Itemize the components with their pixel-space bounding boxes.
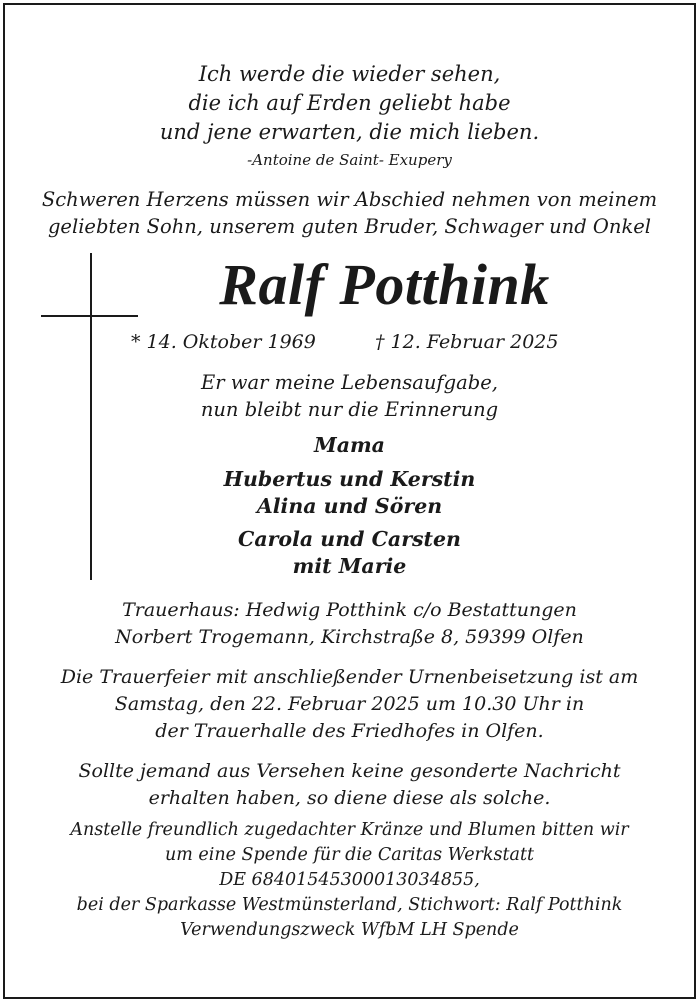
birth-date: * 14. Oktober 1969	[131, 331, 316, 353]
quote-author: -Antoine de Saint- Exupery	[247, 151, 452, 169]
family-member: Carola und Carsten	[238, 527, 461, 551]
donation-iban: DE 68401545300013034855,	[219, 870, 480, 890]
ceremony-line: der Trauerhalle des Friedhofes in Olfen.	[155, 720, 544, 742]
donation-line: Anstelle freundlich zugedachter Kränze und Blumen bitten wir	[70, 820, 629, 840]
quote-line: die ich auf Erden geliebt habe	[188, 91, 511, 115]
notice-line: Sollte jemand aus Versehen keine gesonderte Nachricht	[78, 760, 621, 782]
donation-line: bei der Sparkasse Westmünsterland, Stichwort: Ralf Potthink	[76, 895, 623, 915]
quote-line: Ich werde die wieder sehen,	[198, 62, 501, 86]
death-date: † 12. Februar 2025	[375, 331, 559, 353]
family-member: Mama	[314, 433, 385, 457]
ceremony-line: Samstag, den 22. Februar 2025 um 10.30 Uhr in	[114, 693, 585, 715]
intro-line: geliebten Sohn, unserem guten Bruder, Schwager und Onkel	[47, 215, 652, 238]
family-member: Alina und Sören	[256, 494, 443, 518]
tribute-line: nun bleibt nur die Erinnerung	[200, 398, 499, 421]
quote-line: und jene erwarten, die mich lieben.	[159, 120, 540, 144]
obituary-frame	[3, 3, 696, 999]
donation-line: Verwendungszweck WfbM LH Spende	[180, 920, 519, 940]
family-member: Hubertus und Kerstin	[223, 467, 476, 491]
donation-line: um eine Spende für die Caritas Werkstatt	[164, 845, 535, 865]
notice-line: erhalten haben, so diene diese als solche.	[148, 787, 551, 809]
intro-line: Schweren Herzens müssen wir Abschied nehmen von meinem	[41, 188, 658, 211]
ceremony-line: Die Trauerfeier mit anschließender Urnenbeisetzung ist am	[60, 666, 639, 688]
tribute-line: Er war meine Lebensaufgabe,	[201, 371, 498, 394]
trauerhaus-line: Norbert Trogemann, Kirchstraße 8, 59399 Olfen	[115, 626, 584, 648]
family-member: mit Marie	[292, 554, 407, 578]
trauerhaus-line: Trauerhaus: Hedwig Potthink c/o Bestattungen	[122, 599, 577, 621]
deceased-name: Ralf Potthink	[219, 252, 550, 317]
